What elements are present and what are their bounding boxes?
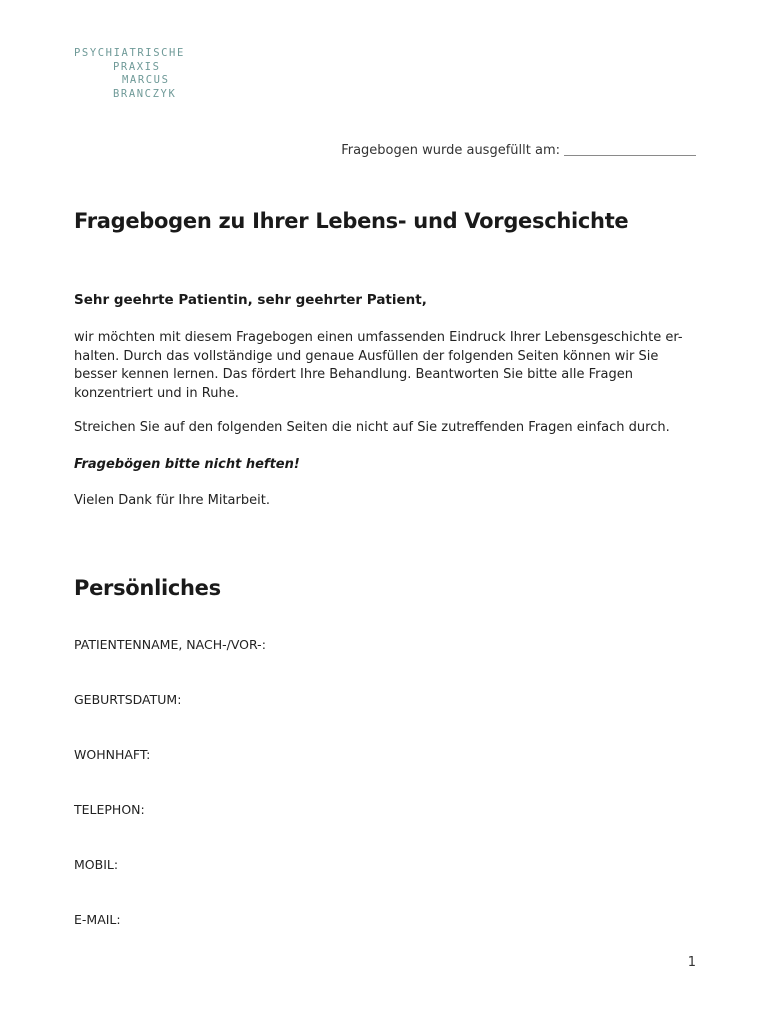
logo-line-marcus: MARCUS: [122, 74, 170, 86]
practice-logo: [74, 47, 214, 101]
filled-date-label: Fragebogen wurde ausgefüllt am:: [341, 143, 560, 158]
field-email: E-MAIL:: [74, 912, 121, 927]
logo-line-praxis: PRAXIS: [113, 60, 161, 73]
section-title-personal: Persönliches: [74, 576, 221, 600]
filled-date-line: [341, 143, 696, 158]
document-title: Fragebogen zu Ihrer Lebens- und Vorgeschichte: [74, 209, 629, 233]
logo-line-psychiatrische: PSYCHIATRISCHE: [74, 47, 185, 59]
field-telephone: TELEPHON:: [74, 802, 145, 817]
salutation: Sehr geehrte Patientin, sehr geehrter Patient,: [74, 292, 427, 308]
strike-instruction: Streichen Sie auf den folgenden Seiten die nicht auf Sie zutreffenden Fragen einfach durch.: [74, 420, 670, 435]
field-birthdate: GEBURTSDATUM:: [74, 692, 182, 707]
logo-line-branczyk: BRANCZYK: [113, 87, 177, 100]
intro-paragraph: wir möchten mit diesem Fragebogen einen umfassenden Eindruck Ihrer Lebensgeschichte er-halten. Durch das vollständige und genaue Ausfüllen der folgenden Seiten können wir Sie besser kennen lernen. Das fördert Ihre Behandlung. Beantworten Sie bitte alle Fragen konzentriert und in Ruhe.: [74, 330, 683, 401]
field-mobile: MOBIL:: [74, 857, 119, 872]
field-patient-name: PATIENTENNAME, NACH-/VOR-:: [74, 637, 266, 652]
thanks-note: Vielen Dank für Ihre Mitarbeit.: [74, 493, 270, 508]
page-number: 1: [687, 955, 696, 970]
filled-date-blank[interactable]: [564, 155, 696, 156]
field-residence: WOHNHAFT:: [74, 747, 151, 762]
no-staple-note: Fragebögen bitte nicht heften!: [74, 457, 300, 472]
